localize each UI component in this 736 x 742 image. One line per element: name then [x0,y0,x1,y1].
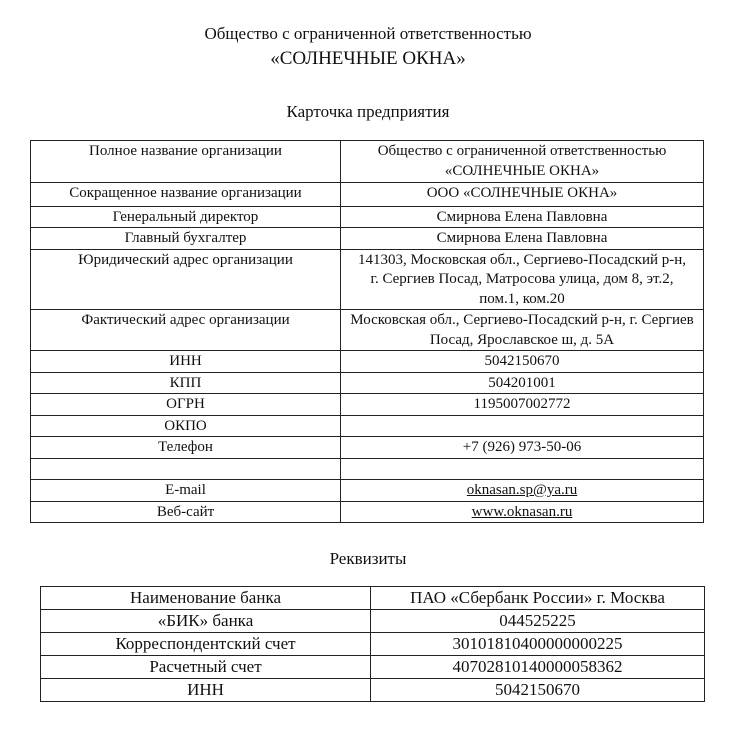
table-row [31,249,704,310]
table-row [31,394,704,416]
table-row [31,206,704,228]
row-label: «БИК» банка [41,610,371,633]
row-label: ОКПО [31,415,341,437]
table-row [41,587,705,610]
org-name-heading: «СОЛНЕЧНЫЕ ОКНА» [270,48,466,69]
empty-cell [31,458,341,480]
accountant-value: Смирнова Елена Павловна [341,228,704,250]
table-row [31,228,704,250]
website-link[interactable]: www.oknasan.ru [341,501,704,523]
row-label: Корреспондентский счет [41,633,371,656]
row-label: ИНН [41,679,371,702]
org-type-heading: Общество с ограниченной ответственностью [204,24,532,43]
empty-cell [341,458,704,480]
ogrn-value: 1195007002772 [341,394,704,416]
kpp-value: 504201001 [341,372,704,394]
table-row [41,610,705,633]
row-label: КПП [31,372,341,394]
row-label: Генеральный директор [31,206,341,228]
table-row [31,310,704,351]
bank-name-value: ПАО «Сбербанк России» г. Москва [371,587,705,610]
okpo-value [341,415,704,437]
row-label: Веб-сайт [31,501,341,523]
row-label: E-mail [31,480,341,502]
table-row [31,415,704,437]
card-title: Карточка предприятия [286,102,450,121]
full-name-value: Общество с ограниченной ответственностью «СОЛНЕЧНЫЕ ОКНА» [341,141,704,183]
table-row [31,183,704,207]
row-label: Главный бухгалтер [31,228,341,250]
row-label: Расчетный счет [41,656,371,679]
table-row [31,458,704,480]
row-label: Фактический адрес организации [31,310,341,351]
inn-value: 5042150670 [341,351,704,373]
bik-value: 044525225 [371,610,705,633]
row-label: Телефон [31,437,341,459]
table-row [41,656,705,679]
table-row [31,480,704,502]
row-label: Сокращенное название организации [31,183,341,207]
bank-details-title: Реквизиты [329,549,407,568]
row-label: Юридический адрес организации [31,249,341,310]
table-row [31,437,704,459]
row-label: Наименование банка [41,587,371,610]
actual-address-value: Московская обл., Сергиево-Посадский р-н, г. Сергиев Посад, Ярославское ш, д. 5А [341,310,704,351]
director-value: Смирнова Елена Павловна [341,206,704,228]
row-label: ИНН [31,351,341,373]
table-row [31,501,704,523]
bank-details-table [40,586,705,702]
short-name-value: ООО «СОЛНЕЧНЫЕ ОКНА» [341,183,704,207]
email-link[interactable]: oknasan.sp@ya.ru [341,480,704,502]
bank-inn-value: 5042150670 [371,679,705,702]
table-row [31,141,704,183]
table-row [41,633,705,656]
row-label: Полное название организации [31,141,341,183]
table-row [31,351,704,373]
row-label: ОГРН [31,394,341,416]
legal-address-value: 141303, Московская обл., Сергиево-Посадский р-н, г. Сергиев Посад, Матросова улица, дом 8, эт.2, пом.1, ком.20 [341,249,704,310]
company-card-table [30,140,704,523]
settlement-account-value: 40702810140000058362 [371,656,705,679]
phone-value: +7 (926) 973-50-06 [341,437,704,459]
table-row [41,679,705,702]
table-row [31,372,704,394]
corr-account-value: 30101810400000000225 [371,633,705,656]
